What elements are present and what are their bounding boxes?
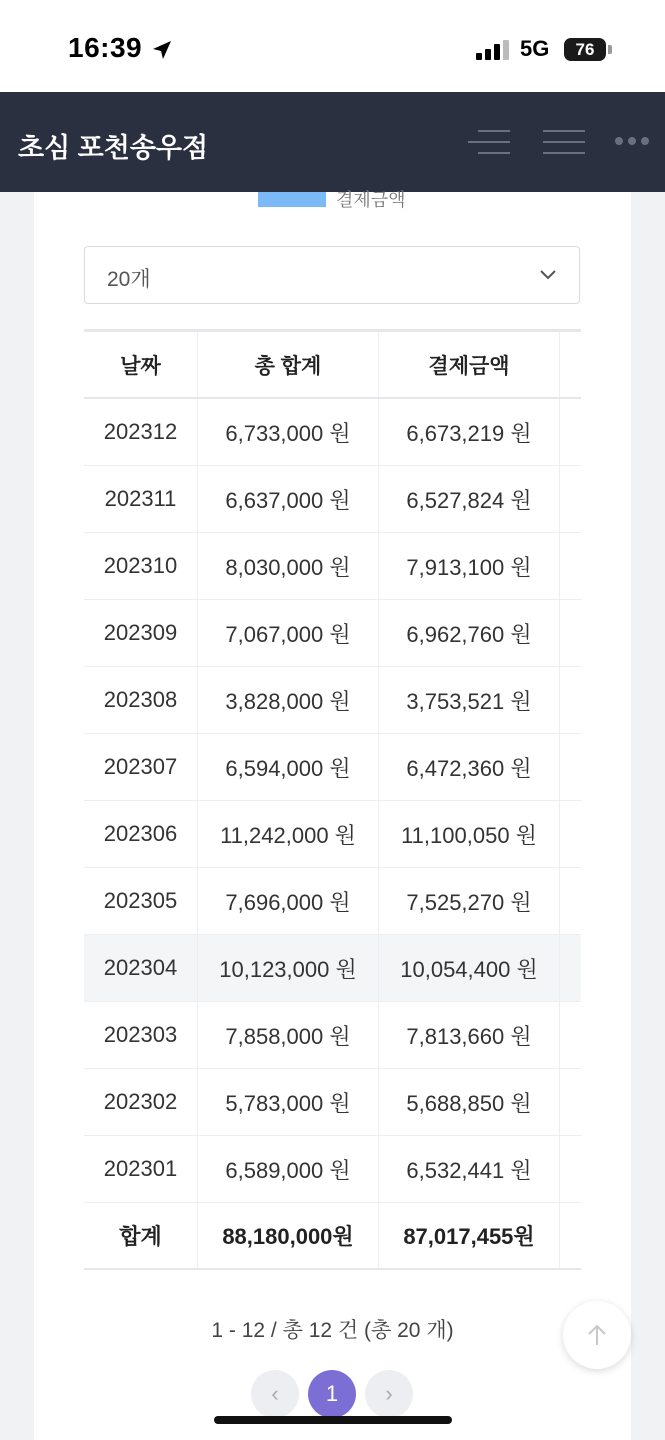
cell-cutoff xyxy=(560,868,581,934)
arrow-up-icon xyxy=(586,1323,608,1347)
cell-payment: 11,100,050 원 xyxy=(379,801,560,867)
cell-date: 202310 xyxy=(84,533,198,599)
cell-payment: 3,753,521 원 xyxy=(379,667,560,733)
prev-page-button[interactable] xyxy=(251,1370,299,1418)
menu-icon[interactable] xyxy=(541,128,587,156)
pagination-summary: 1 - 12 / 총 12 건 (총 20 개) xyxy=(211,1319,454,1342)
network-label: 5G xyxy=(520,36,550,61)
page-size-select[interactable] xyxy=(84,246,580,304)
cell-date: 202301 xyxy=(84,1136,198,1202)
cell-payment: 6,532,441 원 xyxy=(379,1136,560,1202)
cell-total: 6,733,000 원 xyxy=(198,399,379,465)
cell-total: 5,783,000 원 xyxy=(198,1069,379,1135)
table-header-row xyxy=(84,332,581,399)
cell-total: 10,123,000 원 xyxy=(198,935,379,1001)
sort-lines-icon[interactable] xyxy=(466,128,512,156)
cell-cutoff xyxy=(560,734,581,800)
table-row xyxy=(84,667,581,734)
legend-label: 결제금액 xyxy=(336,190,406,210)
col-header-payment: 결제금액 xyxy=(379,332,560,397)
table-row xyxy=(84,1069,581,1136)
col-header-date: 날짜 xyxy=(84,332,198,397)
cell-date: 202306 xyxy=(84,801,198,867)
status-bar xyxy=(0,0,665,92)
page-size-value: 20개 xyxy=(107,268,151,291)
battery-icon xyxy=(564,38,606,61)
cell-total: 11,242,000 원 xyxy=(198,801,379,867)
cell-date: 202304 xyxy=(84,935,198,1001)
cell-cutoff xyxy=(560,466,581,532)
table-row-hovered xyxy=(84,935,581,1002)
cell-total: 8,030,000 원 xyxy=(198,533,379,599)
cell-date: 202307 xyxy=(84,734,198,800)
battery-tip xyxy=(608,45,612,54)
cell-date: 202311 xyxy=(84,466,198,532)
cell-payment: 7,813,660 원 xyxy=(379,1002,560,1068)
cell-total: 7,858,000 원 xyxy=(198,1002,379,1068)
table-row xyxy=(84,466,581,533)
table-row xyxy=(84,801,581,868)
chevron-down-icon xyxy=(539,269,557,281)
app-header xyxy=(0,92,665,192)
cell-date: 202309 xyxy=(84,600,198,666)
cell-total: 7,067,000 원 xyxy=(198,600,379,666)
cell-payment: 6,673,219 원 xyxy=(379,399,560,465)
table-row xyxy=(84,734,581,801)
table-row xyxy=(84,600,581,667)
cell-payment: 7,525,270 원 xyxy=(379,868,560,934)
cell-cutoff xyxy=(560,801,581,867)
cell-cutoff xyxy=(560,935,581,1001)
table-row xyxy=(84,868,581,935)
cell-total: 6,589,000 원 xyxy=(198,1136,379,1202)
page-button-current[interactable]: 1 xyxy=(308,1370,356,1418)
location-arrow-icon xyxy=(150,38,174,62)
cell-cutoff xyxy=(560,533,581,599)
more-dots-icon[interactable] xyxy=(614,136,650,146)
cell-payment: 10,054,400 원 xyxy=(379,935,560,1001)
cell-cutoff xyxy=(560,399,581,465)
total-label: 합계 xyxy=(84,1203,198,1268)
cell-cutoff xyxy=(560,600,581,666)
monthly-sales-table xyxy=(84,329,581,1270)
content-card xyxy=(34,192,631,1440)
cell-cutoff xyxy=(560,1069,581,1135)
cell-payment: 6,527,824 원 xyxy=(379,466,560,532)
cell-date: 202303 xyxy=(84,1002,198,1068)
cell-payment: 6,962,760 원 xyxy=(379,600,560,666)
cell-cutoff xyxy=(560,1002,581,1068)
signal-bars-icon xyxy=(476,40,510,60)
col-header-total: 총 합계 xyxy=(198,332,379,397)
cell-cutoff xyxy=(560,667,581,733)
cell-date: 202305 xyxy=(84,868,198,934)
legend-swatch xyxy=(258,192,326,207)
cell-date: 202312 xyxy=(84,399,198,465)
scroll-to-top-button[interactable] xyxy=(563,1301,631,1369)
cell-total: 6,637,000 원 xyxy=(198,466,379,532)
cell-total: 3,828,000 원 xyxy=(198,667,379,733)
cell-cutoff xyxy=(560,1203,581,1268)
table-row xyxy=(84,533,581,600)
cell-payment: 7,913,100 원 xyxy=(379,533,560,599)
cell-cutoff xyxy=(560,1136,581,1202)
battery-level: 76 xyxy=(575,40,595,59)
table-row xyxy=(84,399,581,466)
chevron-right-icon: › xyxy=(385,1381,393,1406)
cell-date: 202308 xyxy=(84,667,198,733)
status-time: 16:39 xyxy=(68,32,143,63)
cell-payment: 5,688,850 원 xyxy=(379,1069,560,1135)
cell-total: 7,696,000 원 xyxy=(198,868,379,934)
table-row xyxy=(84,1002,581,1069)
next-page-button[interactable] xyxy=(365,1370,413,1418)
chevron-left-icon: ‹ xyxy=(271,1381,279,1406)
home-indicator xyxy=(214,1416,452,1424)
total-payment: 87,017,455원 xyxy=(379,1203,560,1268)
cell-payment: 6,472,360 원 xyxy=(379,734,560,800)
cell-date: 202302 xyxy=(84,1069,198,1135)
table-total-row xyxy=(84,1203,581,1270)
total-sum: 88,180,000원 xyxy=(198,1203,379,1268)
col-header-cutoff xyxy=(560,332,581,397)
store-title: 초심 포천송우점 xyxy=(18,133,209,163)
cell-total: 6,594,000 원 xyxy=(198,734,379,800)
table-row xyxy=(84,1136,581,1203)
